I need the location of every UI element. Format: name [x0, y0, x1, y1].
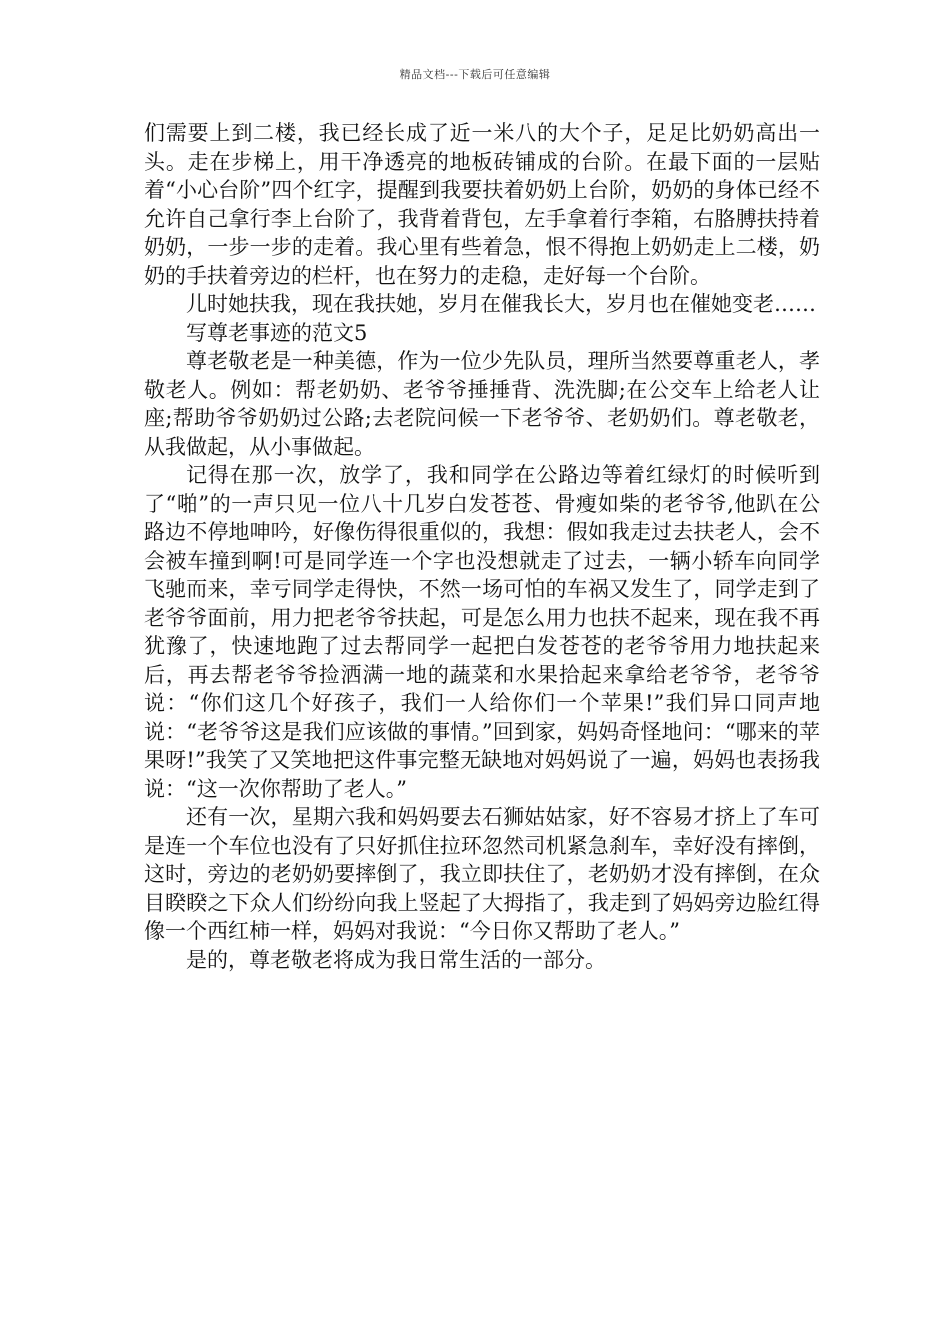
paragraph-reflection: 儿时她扶我，现在我扶她，岁月在催我长大，岁月也在催她变老……	[186, 292, 816, 316]
paragraph-intro: 尊老敬老是一种美德，作为一位少先队员，理所当然要尊重老人，孝敬老人。例如：帮老奶奶、老爷爷捶捶背、洗洗脚;在公交车上给老人让座;帮助爷爷奶奶过公路;去老院问候一下老爷爷、老奶奶们。尊老敬老，从我做起，从小事做起。	[144, 349, 820, 459]
page-header: 精品文档---下载后可任意编辑	[399, 68, 551, 81]
document-body	[144, 119, 820, 974]
paragraph-story-two: 还有一次，星期六我和妈妈要去石狮姑姑家，好不容易才挤上了车可是连一个车位也没有了只好抓住拉环忽然司机紧急刹车，幸好没有摔倒，这时，旁边的老奶奶要摔倒了，我立即扶住了，老奶奶才没有摔倒，在众目睽睽之下众人们纷纷向我上竖起了大拇指了，我走到了妈妈旁边脸红得像一个西红柿一样，妈妈对我说：“今日你又帮助了老人。”	[144, 805, 820, 943]
paragraph-continuation: 们需要上到二楼，我已经长成了近一米八的大个子，足足比奶奶高出一头。走在步梯上，用干净透亮的地板砖铺成的台阶。在最下面的一层贴着“小心台阶”四个红字，提醒到我要扶着奶奶上台阶，奶奶的身体已经不允许自己拿行李上台阶了，我背着背包，左手拿着行李箱，右胳膊扶持着奶奶，一步一步的走着。我心里有些着急，恨不得抱上奶奶走上二楼，奶奶的手扶着旁边的栏杆，也在努力的走稳，走好每一个台阶。	[144, 121, 820, 288]
paragraph-story-one: 记得在那一次，放学了，我和同学在公路边等着红绿灯的时候听到了“啪”的一声只见一位八十几岁白发苍苍、骨瘦如柴的老爷爷,他趴在公路边不停地呻吟，好像伤得很重似的，我想：假如我走过去扶老人，会不会被车撞到啊!可是同学连一个字也没想就走了过去，一辆小轿车向同学飞驰而来，幸亏同学走得快，不然一场可怕的车祸又发生了，同学走到了老爷爷面前，用力把老爷爷扶起，可是怎么用力也扶不起来，现在我不再犹豫了，快速地跑了过去帮同学一起把白发苍苍的老爷爷用力地扶起来后，再去帮老爷爷捡洒满一地的蔬菜和水果拾起来拿给老爷爷，老爷爷说：“你们这几个好孩子，我们一人给你们一个苹果!”我们异口同声地说：“老爷爷这是我们应该做的事情。”回到家，妈妈奇怪地问：“哪来的苹果呀!”我笑了又笑地把这件事完整无缺地对妈妈说了一遍，妈妈也表扬我说：“这一次你帮助了老人。”	[144, 463, 820, 801]
section-heading: 写尊老事迹的范文5	[186, 320, 368, 345]
paragraph-conclusion: 是的，尊老敬老将成为我日常生活的一部分。	[186, 947, 606, 972]
